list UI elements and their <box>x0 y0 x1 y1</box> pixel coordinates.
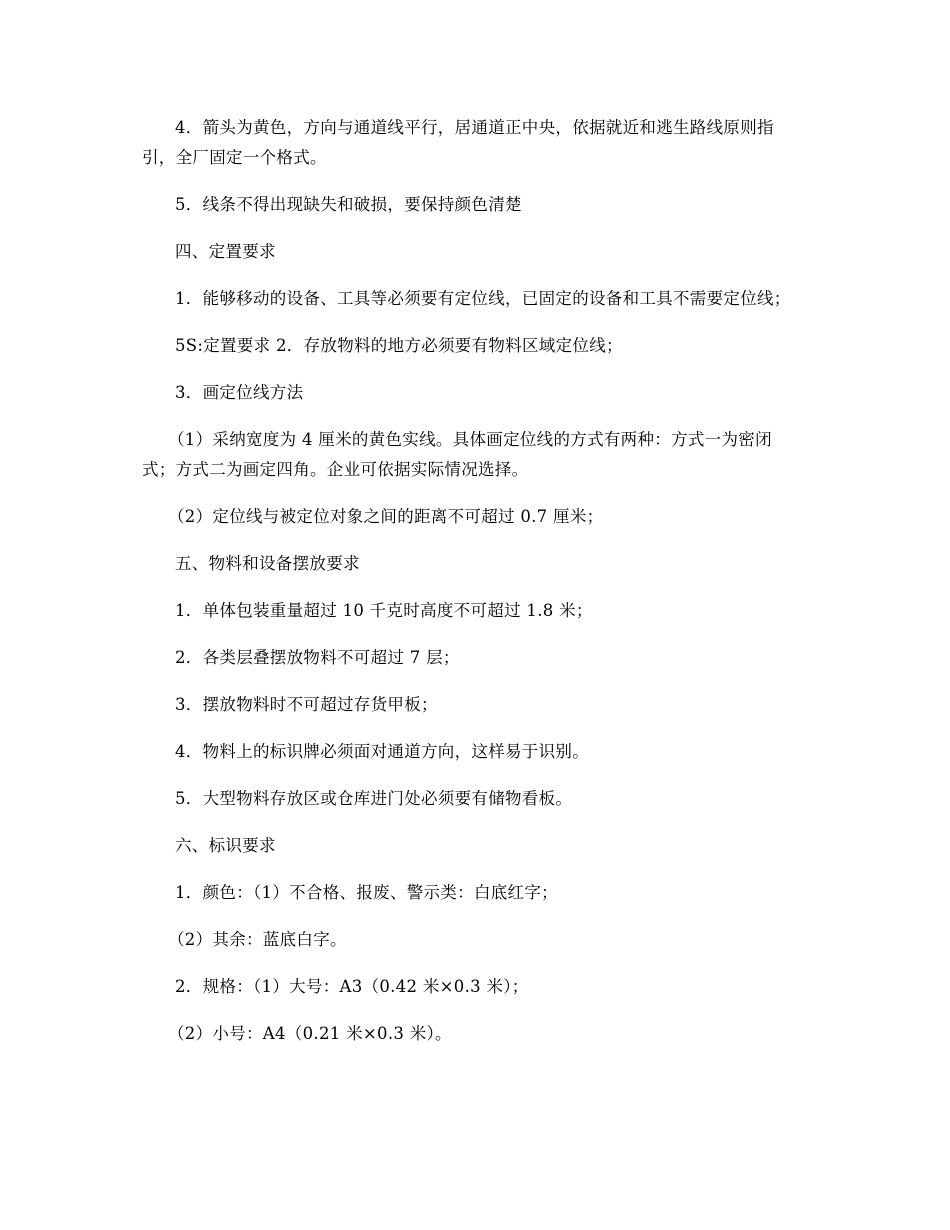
section-heading-storage: 五、物料和设备摆放要求 <box>175 554 360 573</box>
paragraph-color-rule: 1．颜色：（1）不合格、报废、警示类：白底红字； <box>175 883 558 902</box>
paragraph-storage-board: 5．大型物料存放区或仓库进门处必须要有储物看板。 <box>175 789 573 808</box>
paragraph-movable-equipment: 1．能够移动的设备、工具等必须要有定位线，已固定的设备和工具不需要定位线； <box>175 289 791 308</box>
paragraph-weight-rule: 1．单体包装重量超过 10 千克时高度不可超过 1.8 米； <box>175 601 593 620</box>
paragraph-label-facing: 4．物料上的标识牌必须面对通道方向，这样易于识别。 <box>175 742 589 761</box>
paragraph-method-2: （2）定位线与被定位对象之间的距离不可超过 0.7 厘米； <box>168 507 604 526</box>
paragraph-material-area: 5S:定置要求 2．存放物料的地方必须要有物料区域定位线； <box>175 336 623 355</box>
paragraph-line-rule: 5．线条不得出现缺失和破损，要保持颜色清楚 <box>175 195 522 214</box>
paragraph-line-method: 3．画定位线方法 <box>175 383 304 402</box>
paragraph-size-small: （2）小号：A4（0.21 米×0.3 米）。 <box>168 1024 452 1043</box>
paragraph-stack-rule: 2．各类层叠摆放物料不可超过 7 层； <box>175 648 460 667</box>
paragraph-deck-rule: 3．摆放物料时不可超过存货甲板； <box>175 695 438 714</box>
paragraph-color-other: （2）其余：蓝底白字。 <box>168 930 347 949</box>
paragraph-arrow-rule: 4．箭头为黄色，方向与通道线平行，居通道正中央，依据就近和逃生路线原则指引，全厂固定一个格式。 <box>142 118 774 167</box>
section-heading-placement: 四、定置要求 <box>175 242 276 261</box>
paragraph-method-1: （1）采纳宽度为 4 厘米的黄色实线。具体画定位线的方式有两种：方式一为密闭式；方式二为画定四角。企业可依据实际情况选择。 <box>142 430 772 479</box>
section-heading-labeling: 六、标识要求 <box>175 836 276 855</box>
paragraph-size-large: 2．规格：（1）大号：A3（0.42 米×0.3 米）； <box>175 977 529 996</box>
